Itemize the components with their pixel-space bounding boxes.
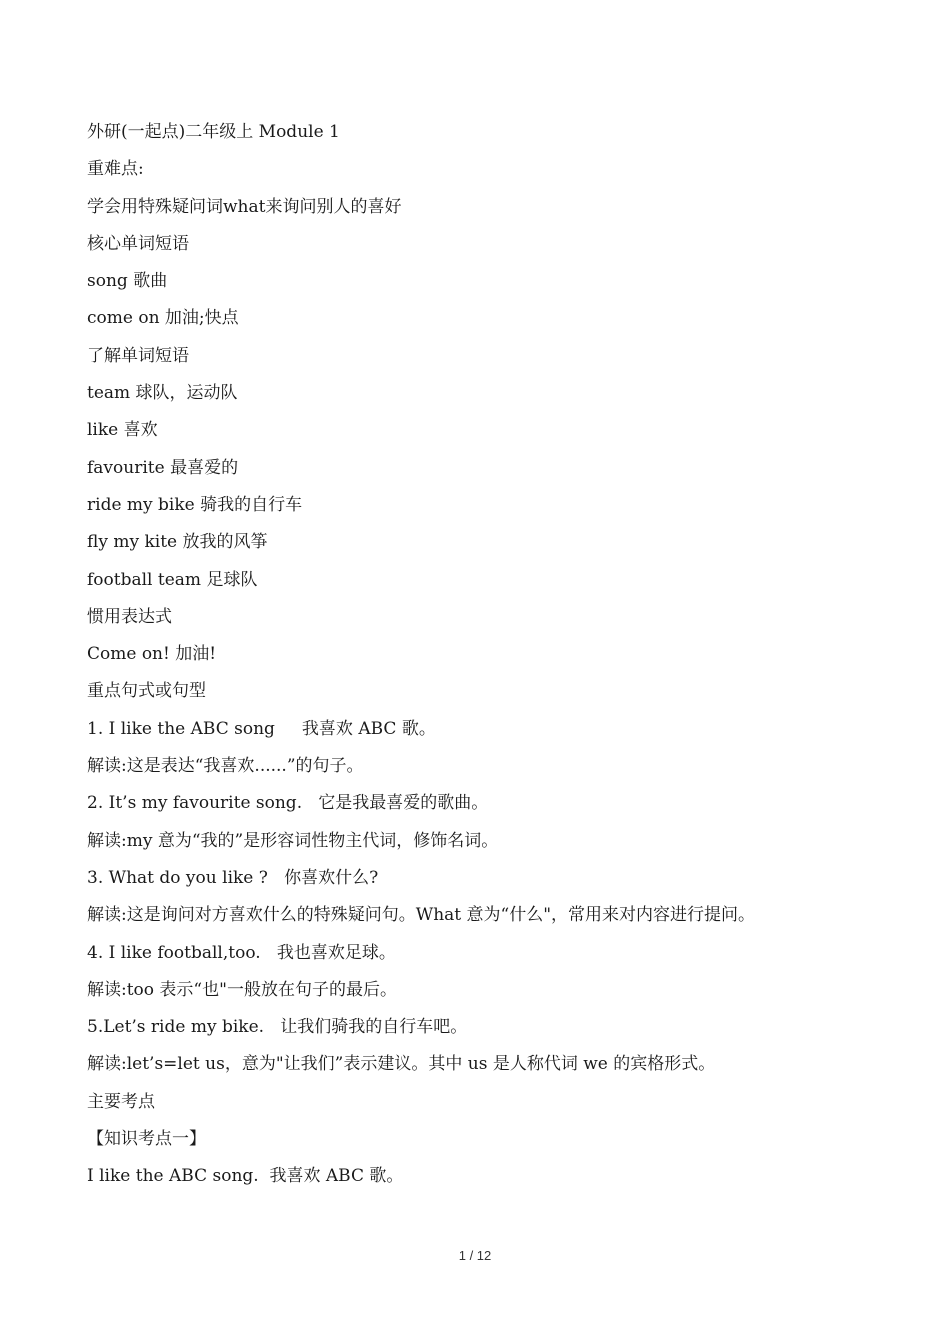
section-heading-main-points: 主要考点 — [87, 1091, 155, 1112]
sentence-item: 2. It’s my favourite song. 它是我最喜爱的歌曲。 — [87, 793, 489, 814]
sentence-item: 3. What do you like ? 你喜欢什么? — [87, 867, 379, 888]
document-body — [87, 114, 907, 1196]
sentence-item: I like the ABC song. 我喜欢 ABC 歌。 — [87, 1166, 404, 1187]
page-number: 1 / 12 — [458, 1248, 492, 1263]
section-heading-extra-vocab: 了解单词短语 — [87, 345, 189, 366]
sentence-item: 1. I like the ABC song 我喜欢 ABC 歌。 — [87, 718, 436, 739]
explanation-line: 解读:let’s=let us，意为"让我们”表示建议。其中 us 是人称代词 we 的宾格形式。 — [87, 1054, 716, 1075]
vocab-item: come on 加油;快点 — [87, 308, 239, 329]
vocab-item: ride my bike 骑我的自行车 — [87, 494, 303, 515]
section-heading-expressions: 惯用表达式 — [87, 606, 172, 627]
vocab-item: fly my kite 放我的风筝 — [87, 532, 268, 553]
explanation-line: 解读:too 表示“也"一般放在句子的最后。 — [87, 979, 397, 1000]
explanation-line: 解读:这是询问对方喜欢什么的特殊疑问句。What 意为“什么"，常用来对内容进行提问。 — [87, 905, 756, 926]
text-line: 学会用特殊疑问词what来询问别人的喜好 — [87, 196, 402, 217]
explanation-line: 解读:这是表达“我喜欢......”的句子。 — [87, 756, 364, 777]
vocab-item: team 球队，运动队 — [87, 383, 238, 404]
sentence-item: 5.Let’s ride my bike. 让我们骑我的自行车吧。 — [87, 1017, 468, 1038]
section-heading-sentence-patterns: 重点句式或句型 — [87, 681, 206, 702]
expression-item: Come on! 加油! — [87, 644, 217, 665]
section-heading-key-points: 重难点: — [87, 159, 144, 180]
knowledge-point-heading: 【知识考点一】 — [87, 1129, 206, 1150]
vocab-item: song 歌曲 — [87, 271, 168, 292]
vocab-item: like 喜欢 — [87, 420, 158, 441]
doc-title: 外研(一起点)二年级上 Module 1 — [87, 122, 340, 142]
explanation-line: 解读:my 意为“我的”是形容词性物主代词，修饰名词。 — [87, 830, 499, 851]
vocab-item: favourite 最喜爱的 — [87, 457, 239, 478]
vocab-item: football team 足球队 — [87, 569, 258, 590]
sentence-item: 4. I like football,too. 我也喜欢足球。 — [87, 942, 396, 963]
section-heading-core-vocab: 核心单词短语 — [87, 233, 189, 254]
